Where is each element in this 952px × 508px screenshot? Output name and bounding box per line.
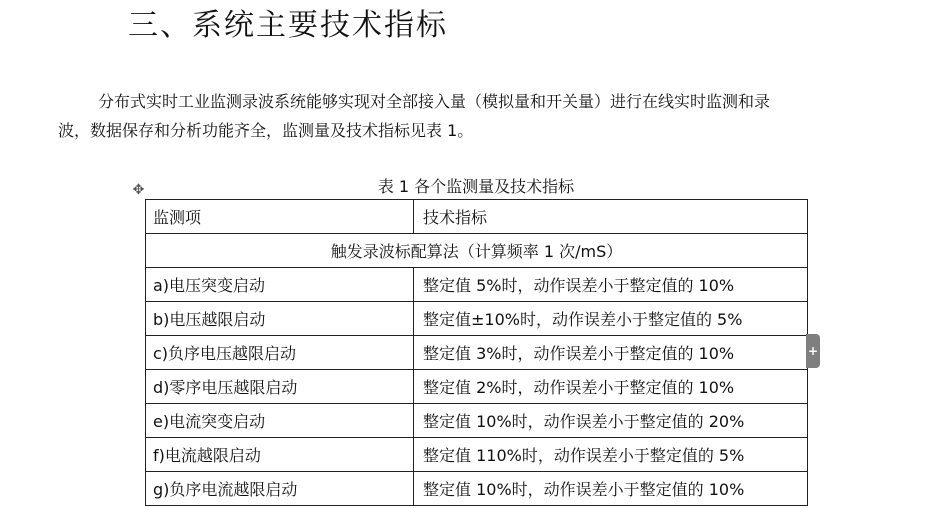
row-item: d)零序电压越限启动 bbox=[146, 370, 414, 404]
table-row bbox=[146, 472, 808, 506]
row-item: g)负序电流越限启动 bbox=[146, 472, 414, 506]
table-row bbox=[146, 370, 808, 404]
table-caption: 表 1 各个监测量及技术指标 bbox=[377, 177, 575, 196]
section-heading: 三、系统主要技术指标 bbox=[128, 8, 448, 43]
paragraph-line-2: 波，数据保存和分析功能齐全，监测量及技术指标见表 1。 bbox=[58, 121, 474, 140]
row-spec: 整定值 10%时，动作误差小于整定值的 20% bbox=[414, 404, 808, 438]
table-row bbox=[146, 404, 808, 438]
table-row bbox=[146, 438, 808, 472]
row-item: f)电流越限启动 bbox=[146, 438, 414, 472]
row-item: b)电压越限启动 bbox=[146, 302, 414, 336]
table-row bbox=[146, 268, 808, 302]
header-item: 监测项 bbox=[146, 200, 414, 234]
row-spec: 整定值 3%时，动作误差小于整定值的 10% bbox=[414, 336, 808, 370]
table-header-row bbox=[146, 200, 808, 234]
body-paragraph bbox=[58, 87, 898, 145]
row-spec: 整定值 5%时，动作误差小于整定值的 10% bbox=[414, 268, 808, 302]
paragraph-line-1: 分布式实时工业监测录波系统能够实现对全部接入量（模拟量和开关量）进行在线实时监测和录 bbox=[98, 92, 771, 111]
row-item: e)电流突变启动 bbox=[146, 404, 414, 438]
add-row-plus-icon[interactable]: + bbox=[806, 334, 820, 368]
row-item: c)负序电压越限启动 bbox=[146, 336, 414, 370]
table-row bbox=[146, 336, 808, 370]
section-title: 触发录波标配算法（计算频率 1 次/mS） bbox=[146, 234, 808, 268]
row-item: a)电压突变启动 bbox=[146, 268, 414, 302]
row-spec: 整定值 2%时，动作误差小于整定值的 10% bbox=[414, 370, 808, 404]
table-row bbox=[146, 302, 808, 336]
spec-table bbox=[145, 199, 808, 506]
table-move-icon[interactable]: ✥ bbox=[132, 182, 145, 198]
row-spec: 整定值±10%时，动作误差小于整定值的 5% bbox=[414, 302, 808, 336]
table-section-row bbox=[146, 234, 808, 268]
row-spec: 整定值 110%时，动作误差小于整定值的 5% bbox=[414, 438, 808, 472]
header-spec: 技术指标 bbox=[414, 200, 808, 234]
row-spec: 整定值 10%时，动作误差小于整定值的 10% bbox=[414, 472, 808, 506]
